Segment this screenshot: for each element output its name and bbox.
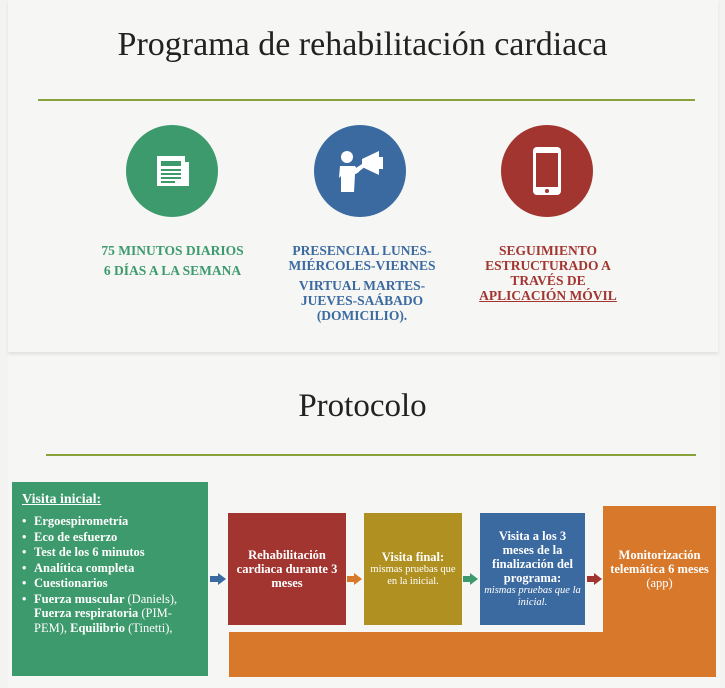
virtual-days-text: VIRTUAL MARTES-JUEVES-SAÁBADO (DOMICILIO). xyxy=(298,278,426,323)
list-item: • Analítica completa xyxy=(22,561,200,576)
final-visit-detail: mismas pruebas que en la inicial. xyxy=(370,564,456,587)
three-month-visit-detail: mismas pruebas que la inicial. xyxy=(484,585,581,608)
initial-visit-heading: Visita inicial: xyxy=(22,492,102,507)
smartphone-icon xyxy=(532,146,562,196)
monitoring-base-bar xyxy=(229,632,716,677)
protocol-divider xyxy=(46,454,696,456)
title-divider xyxy=(38,99,695,101)
newspaper-icon-circle xyxy=(126,125,218,217)
rehab-step-label: Rehabilitación cardiaca durante 3 meses xyxy=(236,548,338,590)
list-item: • Ergoespirometría xyxy=(22,514,200,529)
initial-visit-list xyxy=(22,514,200,635)
three-month-visit-box xyxy=(480,513,585,625)
schedule-caption xyxy=(100,243,245,278)
list-item: • Eco de esfuerzo xyxy=(22,530,200,545)
weekly-frequency-text: 6 DÍAS A LA SEMANA xyxy=(103,263,242,278)
protocol-title: Protocolo xyxy=(298,388,427,424)
arrow-right-icon xyxy=(587,573,602,585)
arrow-right-icon xyxy=(463,573,478,585)
followup-text: SEGUIMIENTO ESTRUCTURADO A TRAVÉS DE xyxy=(485,243,611,288)
list-item: • Cuestionarios xyxy=(22,576,200,591)
telemonitoring-box xyxy=(603,506,716,632)
arrow-right-icon xyxy=(210,573,226,585)
rehab-step-box xyxy=(228,513,346,625)
telemonitoring-label: Monitorización telemática 6 meses (app) xyxy=(610,548,709,590)
presenter-icon-circle xyxy=(314,125,406,217)
followup-caption xyxy=(476,243,620,303)
page-title: Programa de rehabilitación cardiaca xyxy=(117,26,608,63)
smartphone-icon-circle xyxy=(501,125,593,217)
newspaper-icon xyxy=(153,152,191,190)
arrow-right-icon xyxy=(347,573,362,585)
list-item: • Test de los 6 minutos xyxy=(22,545,200,560)
three-month-visit-label: Visita a los 3 meses de la finalización del programa: xyxy=(492,529,573,585)
modality-caption xyxy=(278,243,446,323)
initial-visit-box xyxy=(12,482,208,676)
mobile-app-text: APLICACIÓN MÓVIL xyxy=(479,288,617,303)
presenter-icon xyxy=(335,148,385,194)
final-visit-box xyxy=(364,513,462,625)
list-item: • Fuerza muscular (Daniels), Fuerza respiratoria (PIM-PEM), Equilibrio (Tinetti), xyxy=(22,592,200,636)
final-visit-label: Visita final: xyxy=(381,550,445,564)
in-person-days-text: PRESENCIAL LUNES-MIÉRCOLES-VIERNES xyxy=(288,243,436,273)
daily-duration-text: 75 MINUTOS DIARIOS xyxy=(101,243,244,258)
